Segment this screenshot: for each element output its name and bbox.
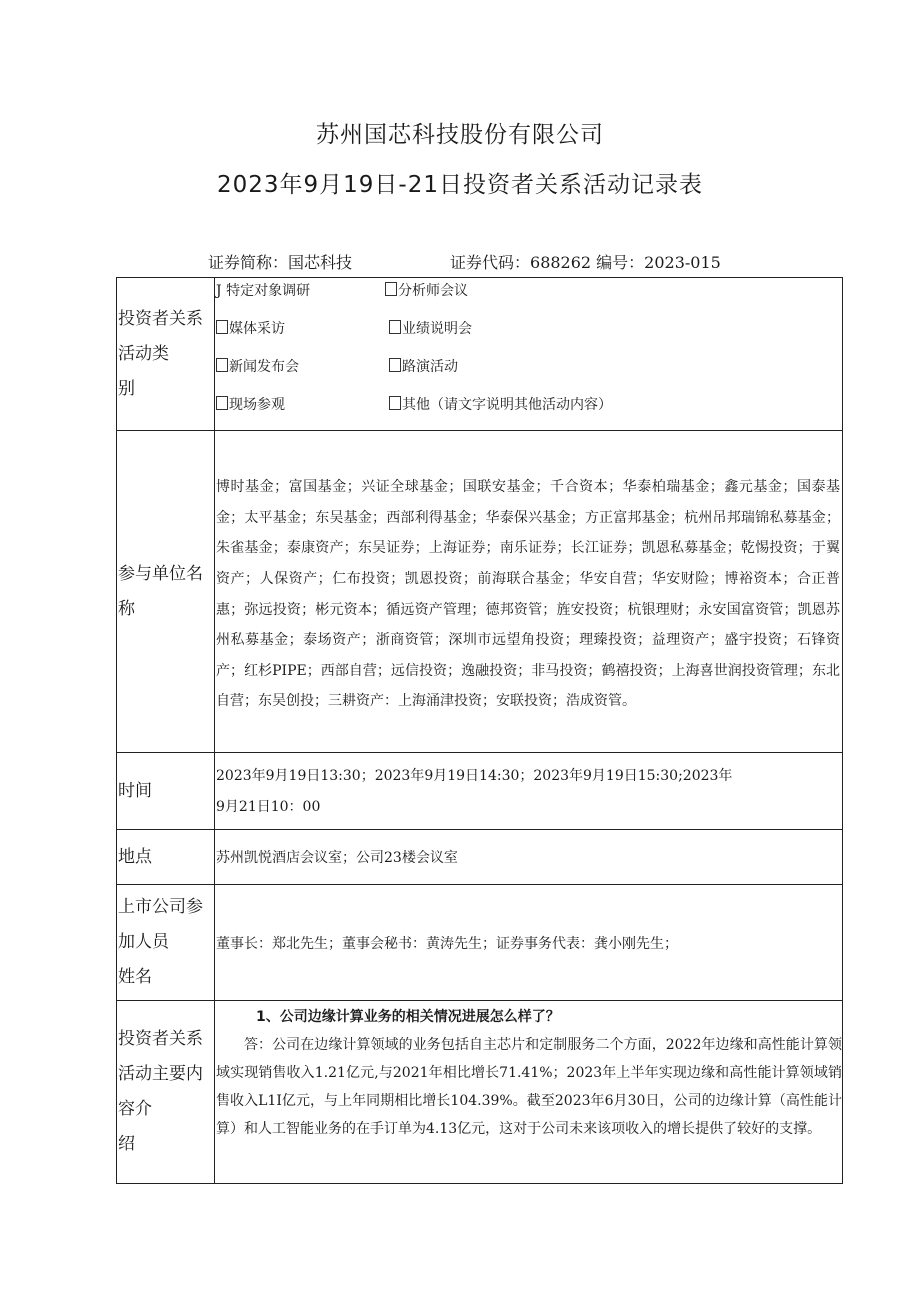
checkbox-icon bbox=[385, 282, 397, 296]
place-value: 苏州凯悦酒店会议室；公司23楼会议室 bbox=[215, 830, 843, 885]
checkbox-icon bbox=[389, 358, 401, 372]
option-other[interactable] bbox=[389, 392, 612, 418]
option-label: 分析师会议 bbox=[398, 283, 468, 299]
checkbox-icon bbox=[216, 320, 228, 334]
option-label: 路演活动 bbox=[402, 359, 458, 375]
stock-code-and-number: 证券代码：688262 编号：2023-015 bbox=[450, 253, 721, 272]
checkbox-icon bbox=[216, 358, 228, 372]
activity-type-label bbox=[117, 278, 215, 431]
label-line: 参与单位名 bbox=[118, 563, 203, 584]
stock-info-line bbox=[208, 250, 721, 273]
company-staff-value: 董事长：郑北先生；董事会秘书：黄涛先生；证券事务代表：龚小刚先生； bbox=[215, 885, 843, 1001]
participants-row bbox=[117, 431, 843, 753]
option-site-visit[interactable] bbox=[216, 392, 285, 418]
label-line: 绍 bbox=[118, 1134, 135, 1154]
option-results-briefing[interactable] bbox=[389, 316, 472, 342]
label-line: 称 bbox=[118, 598, 135, 619]
company-name: 苏州国芯科技股份有限公司 bbox=[316, 122, 604, 148]
time-value bbox=[215, 753, 843, 830]
document-title: 2023年9月19日-21日投资者关系活动记录表 bbox=[217, 172, 703, 198]
label-line: 投资者关系 bbox=[118, 1029, 203, 1049]
participants-label bbox=[117, 431, 215, 753]
option-label: 特定对象调研 bbox=[226, 283, 311, 299]
label-line: 活动主要内 bbox=[118, 1064, 203, 1084]
option-analyst-meeting[interactable] bbox=[385, 278, 468, 304]
option-label: 其他（请文字说明其他活动内容） bbox=[402, 397, 612, 413]
activity-type-options bbox=[215, 278, 843, 431]
place-row bbox=[117, 830, 843, 885]
option-roadshow[interactable] bbox=[389, 354, 458, 380]
checkbox-icon bbox=[216, 396, 228, 410]
label-line: 加人员 bbox=[118, 932, 169, 952]
main-content-body bbox=[215, 1001, 843, 1184]
question-heading: 1、公司边缘计算业务的相关情况进展怎么样了？ bbox=[256, 1009, 560, 1025]
time-label: 时间 bbox=[117, 753, 215, 830]
activity-type-row bbox=[117, 278, 843, 431]
label-line: 别 bbox=[118, 378, 135, 399]
label-line: 活动类 bbox=[118, 343, 169, 364]
label-line: 投资者关系 bbox=[118, 308, 203, 329]
time-row bbox=[117, 753, 843, 830]
record-table bbox=[116, 277, 843, 1184]
main-content-row bbox=[117, 1001, 843, 1184]
option-specific-research[interactable] bbox=[216, 278, 310, 304]
time-line: 9月21日10：00 bbox=[216, 799, 321, 815]
time-line: 2023年9月19日13:30；2023年9月19日14:30；2023年9月19日15:30;2023年 bbox=[216, 768, 733, 784]
check-mark: J bbox=[216, 283, 222, 299]
option-label: 媒体采访 bbox=[229, 321, 285, 337]
checkbox-icon bbox=[389, 396, 401, 410]
stock-short-name: 证券简称：国芯科技 bbox=[208, 253, 353, 272]
checkbox-icon bbox=[389, 320, 401, 334]
option-press-conference[interactable] bbox=[216, 354, 299, 380]
answer-paragraph: 答：公司在边缘计算领域的业务包括自主芯片和定制服务二个方面，2022年边缘和高性能计算领域实现销售收入1.21亿元,与2021年相比增长71.41%；2023年上半年实现边缘和高性能计算领域销售收入L1I亿元，与上年同期相比增长104.39%。截至2023年6月30日，公司的边缘计算（高性能计算）和人工智能业务的在手订单为4.13亿元，这对于公司未来该项收入的增长提供了较好的支撑。 bbox=[216, 1037, 842, 1137]
option-media-interview[interactable] bbox=[216, 316, 285, 342]
option-label: 新闻发布会 bbox=[229, 359, 299, 375]
company-staff-row bbox=[117, 885, 843, 1001]
label-line: 上市公司参 bbox=[118, 897, 203, 917]
main-content-label bbox=[117, 1001, 215, 1184]
option-label: 现场参观 bbox=[229, 397, 285, 413]
participants-list: 博时基金；富国基金；兴证全球基金；国联安基金；千合资本；华泰柏瑞基金；鑫元基金；国泰基金；太平基金；东吴基金；西部利得基金；华泰保兴基金；方正富邦基金；杭州吊邦瑞锦私募基金；朱雀基金；泰康资产；东吴证券；上海证券；南乐证券；长江证券；凯恩私募基金；乾惕投资；于翼资产；人保资产；仁布投资；凯恩投资；前海联合基金；华安自营；华安财险；博裕资本；合正普惠；弥远投资；彬元资本；循远资产管理；德邦资管；旌安投资；杭银理财；永安国富资管；凯恩苏州私募基金；泰场资产；浙商资管；深圳市远望角投资；理臻投资；益理资产；盛宇投资；石锋资产；红杉PIPE；西部自营；远信投资；逸融投资；非马投资；鹤禧投资；上海喜世润投资管理；东北自营；东吴创投；三耕资产：上海涌津投资；安联投资；浩成资管。 bbox=[215, 431, 843, 753]
label-line: 容介 bbox=[118, 1099, 152, 1119]
option-label: 业绩说明会 bbox=[402, 321, 472, 337]
place-label: 地点 bbox=[117, 830, 215, 885]
label-line: 姓名 bbox=[118, 967, 152, 987]
company-staff-label bbox=[117, 885, 215, 1001]
